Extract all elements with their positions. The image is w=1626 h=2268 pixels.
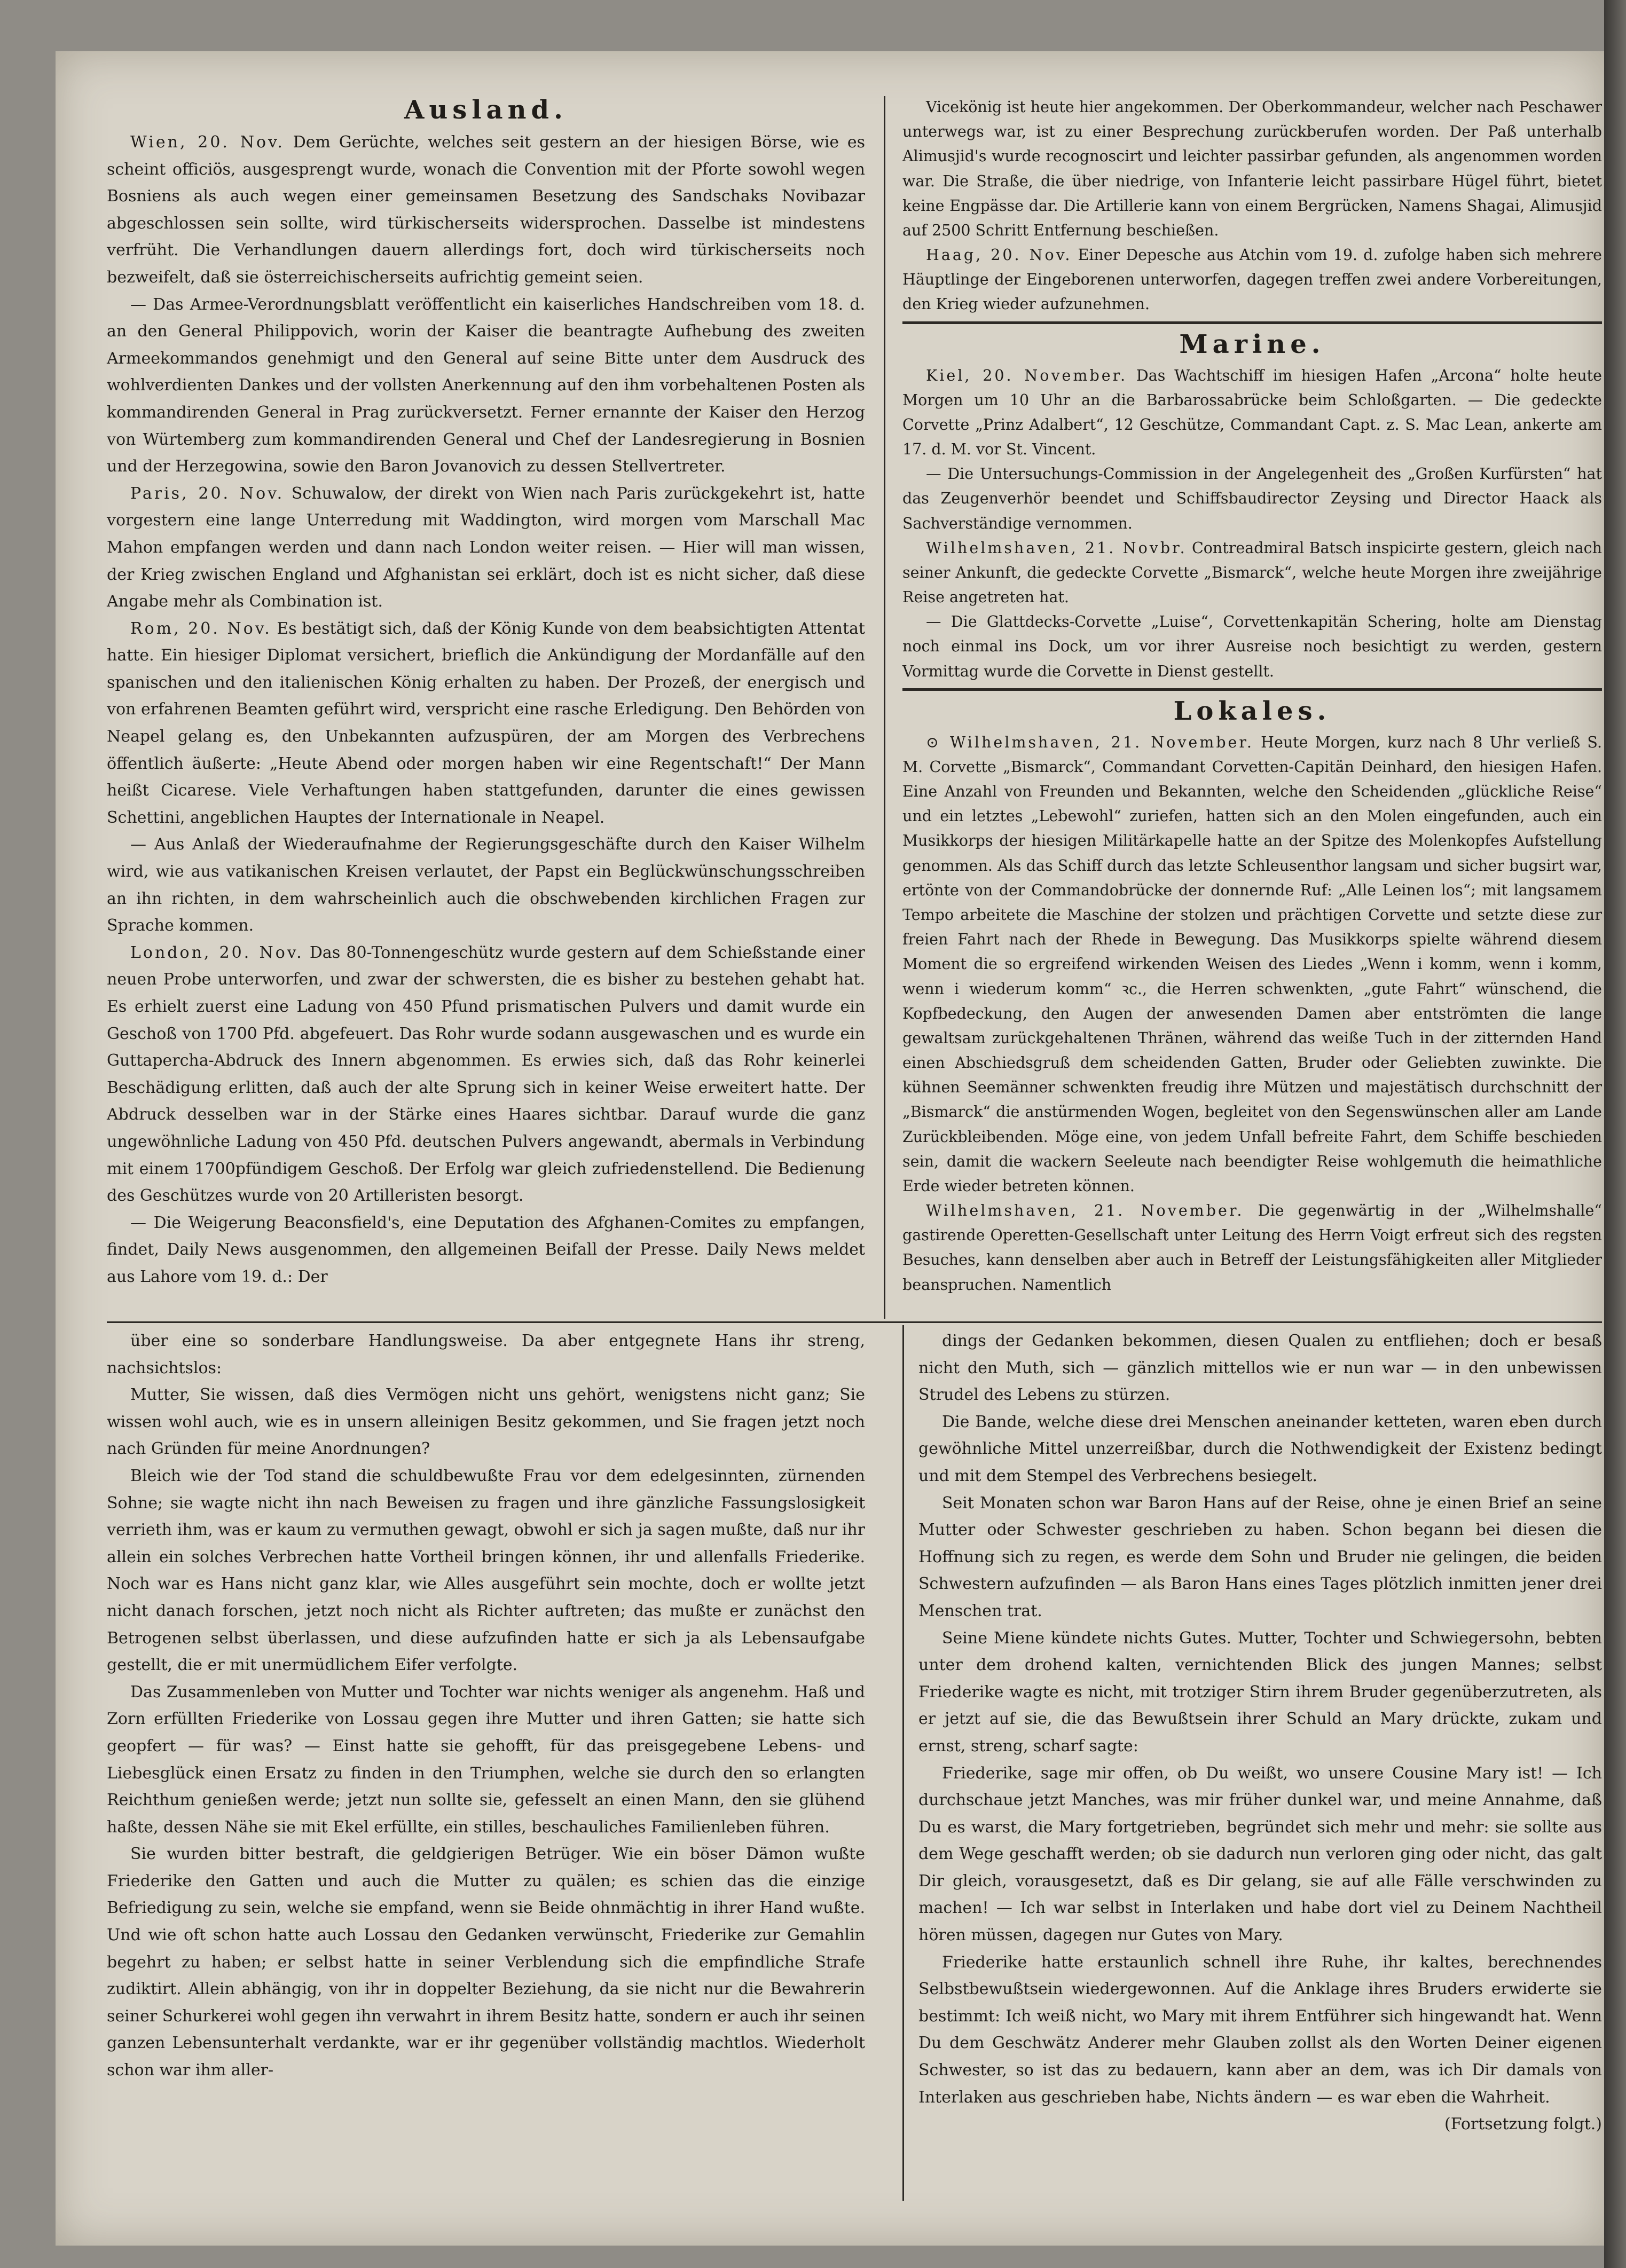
paragraph xyxy=(107,1328,865,1382)
marine-body xyxy=(902,364,1602,684)
paragraph-text: Das Zusammenleben von Mutter und Tochter war nichts weniger als angenehm. Haß und Zorn erfüllten Friederike von Lossau gegen ihre Mutter und ihren Gatten; sie hatte sich geopfert — für was? — Einst hatte sie gehofft, für das preisgegebene Lebens- und Liebesglück einen Ersatz zu finden in den Triumphen, welche sie durch den so erlangten Reichthum genießen werde; jetzt nun sollte sie, gefesselt an einen Mann, den sie glühend haßte, dessen Nähe sie mit Ekel erfüllte, ein stilles, beschauliches Familienleben führen. xyxy=(107,1682,865,1837)
dateline: London, 20. Nov. xyxy=(130,943,304,962)
paragraph-text: über eine so sonderbare Handlungsweise. Da aber entgegnete Hans ihr streng, nachsichtslos: xyxy=(107,1332,865,1377)
paragraph xyxy=(918,1490,1602,1625)
marine-top-rule xyxy=(902,321,1602,324)
ausland-continuation xyxy=(902,95,1602,317)
paragraph-text: Friederike hatte erstaunlich schnell ihre Ruhe, ihr kaltes, berechnendes Selbstbewußtsein wiedergewonnen. Auf die Anklage ihres Bruders erwiderte sie bestimmt: Ich weiß nicht, wo Mary mit ihrem Entführer sich hingewandt hat. Wenn Du dem Geschwätz Anderer mehr Glauben zollst als den Worten Deiner eigenen Schwester, so ist das zu bedauern, kann aber an dem, was ich Dir damals von Interlaken aus geschrieben habe, Nichts ändern — es war eben die Wahrheit. xyxy=(918,1952,1602,2107)
paragraph-text: dings der Gedanken bekommen, diesen Qualen zu entfliehen; doch er besaß nicht den Muth, sich — gänzlich mittellos wie er nun war — in den unbewissen Strudel des Lebens zu stürzen. xyxy=(918,1332,1602,1405)
feuilleton-right-body xyxy=(918,1328,1602,2111)
paragraph xyxy=(107,1463,865,1679)
paragraph xyxy=(902,536,1602,610)
paragraph xyxy=(107,1841,865,2084)
paragraph xyxy=(107,616,865,832)
dateline: Kiel, 20. November. xyxy=(926,366,1128,384)
paragraph xyxy=(918,1949,1602,2112)
paragraph xyxy=(902,1199,1602,1297)
lokales-body xyxy=(902,730,1602,1297)
dateline: ⊙ Wilhelmshaven, 21. November. xyxy=(926,733,1254,751)
paragraph-text: Schuwalow, der direkt von Wien nach Paris zurückgekehrt ist, hatte vorgestern eine lange Unterredung mit Waddington, wird morgen vom Marschall Mac Mahon empfangen werden und dann nach London weiter reisen. — Hier will man wissen, der Krieg zwischen England und Afghanistan sei erklärt, doch ist es nicht sicher, daß diese Angabe mehr als Combination ist. xyxy=(107,484,865,611)
paragraph xyxy=(107,1382,865,1463)
paragraph-text: Mutter, Sie wissen, daß dies Vermögen nicht uns gehört, wenigstens nicht ganz; Sie wissen wohl auch, wie es in unsern alleinigen Besitz gekommen, und Sie fragen jetzt noch nach Gründen für meine Anordnungen? xyxy=(107,1385,865,1459)
paragraph xyxy=(918,1328,1602,1409)
upper-right-column xyxy=(902,95,1602,1297)
dateline: Haag, 20. Nov. xyxy=(926,246,1072,264)
paragraph-text: Einer Depesche aus Atchin vom 19. d. zufolge haben sich mehrere Häuptlinge der Eingeborenen unterworfen, dagegen treffen zwei andere Vorbereitungen, den Krieg wieder aufzunehmen. xyxy=(902,246,1602,313)
paragraph xyxy=(918,1409,1602,1490)
lokales-heading: Lokales. xyxy=(1173,696,1331,726)
paragraph xyxy=(107,129,865,292)
page-edge-shadow xyxy=(1604,0,1626,2268)
feuilleton-right-column xyxy=(918,1328,1602,2138)
feuilleton-divider xyxy=(107,1321,1602,1323)
ausland-column xyxy=(107,94,865,1291)
feuilleton-left-column xyxy=(107,1328,865,2084)
dateline: Wien, 20. Nov. xyxy=(130,133,285,152)
dateline: Wilhelmshaven, 21. November. xyxy=(926,1202,1244,1220)
paragraph xyxy=(902,364,1602,462)
dateline: Paris, 20. Nov. xyxy=(130,484,285,503)
paragraph xyxy=(107,481,865,616)
paragraph xyxy=(902,95,1602,243)
ausland-heading: Ausland. xyxy=(404,95,568,125)
paragraph xyxy=(902,243,1602,317)
paragraph xyxy=(918,1625,1602,1760)
paragraph xyxy=(902,730,1602,1199)
paragraph-text: Dem Gerüchte, welches seit gestern an der hiesigen Börse, wie es scheint officiös, ausgesprengt wurde, wonach die Convention mit der Pforte sowohl wegen Bosniens als auch wegen einer gemeinsamen Besetzung des Sandschaks Novibazar abgeschlossen sein sollte, wird türkischerseits widersprochen. Dasselbe ist mindestens verfrüht. Die Verhandlungen dauern allerdings fort, doch wird türkischerseits noch bezweifelt, daß sie österreichischerseits aufrichtig gemeint seien. xyxy=(107,133,865,287)
paragraph-text: — Die Untersuchungs-Commission in der Angelegenheit des „Großen Kurfürsten“ hat das Zeugenverhör beendet und Schiffsbaudirector Zeysing und Director Haack als Sachverständige vernommen. xyxy=(902,465,1602,532)
lower-column-divider xyxy=(902,1325,904,2201)
paragraph-text: Die gegenwärtig in der „Wilhelmshalle“ gastirende Operetten-Gesellschaft unter Leitung des Herrn Voigt erfreut sich des regsten Besuches, kann denselben aber auch in Betreff der Leistungsfähigkeiten aller Mitglieder beanspruchen. Namentlich xyxy=(902,1202,1602,1294)
lokales-top-rule xyxy=(902,688,1602,691)
paragraph-text: Friederike, sage mir offen, ob Du weißt, wo unsere Cousine Mary ist! — Ich durchschaue jetzt Manches, was mir früher dunkel war, und meine Annahme, daß Du es warst, die Mary fortgetrieben, begründet sich mehr und mehr: sie sollte aus dem Wege geschafft werden; ob sie dadurch nun verloren ging oder nicht, das galt Dir gleich, vorausgesetzt, daß es Dir gelang, sie auf alle Fälle verschwinden zu machen! — Ich war selbst in Interlaken und habe dort viel zu Deinem Nachtheil hören müssen, dagegen nur Gutes von Mary. xyxy=(918,1763,1602,1945)
dateline: Wilhelmshaven, 21. Novbr. xyxy=(926,539,1187,557)
paragraph xyxy=(107,831,865,939)
paragraph-text: Heute Morgen, kurz nach 8 Uhr verließ S. M. Corvette „Bismarck“, Commandant Corvetten-Capitän Deinhard, den hiesigen Hafen. Eine Anzahl von Freunden und Bekannten, welche den Scheidenden „glückliche Reise“ und ein letztes „Lebewohl“ zuriefen, hatten sich an den Molen eingefunden, auch ein Musikkorps der hiesigen Militärkapelle hatte an der Spitze des Molenkopfes Aufstellung genommen. Als das Schiff durch das letzte Schleusenthor langsam und sicher bugsirt war, ertönte von der Commandobrücke der donnernde Ruf: „Alle Leinen los“; mit langsamem Tempo arbeitete die Maschine der stolzen und prächtigen Corvette und setzte diese zur freien Fahrt nach der Rhede in Bewegung. Das Musikkorps spielte während diesem Moment die so ergreifend wirkenden Weisen des Liedes „Wenn i komm, wenn i komm, wenn i wiederum komm“ ꝛc., die Herren schwenkten, „gute Fahrt“ wünschend, die Kopfbedeckung, den Augen der anwesenden Damen aber entströmten die lange gewaltsam zurückgehaltenen Thränen, während das weiße Tuch in der zitternden Hand einen Abschiedsgruß dem scheidenden Gatten, Bruder oder Geliebten zuwinkte. Die kühnen Seemänner schwenkten freudig ihre Mützen und majestätisch durchschnitt der „Bismarck“ die anstürmenden Wogen, begleitet von den Segenswünschen aller am Lande Zurückbleibenden. Möge eine, von jedem Unfall befreite Fahrt, dem Schiffe beschieden sein, damit die wackern Seeleute nach beendigter Reise wohlgemuth die heimathliche Erde wieder betreten können. xyxy=(902,733,1603,1195)
paragraph-text: Das 80-Tonnengeschütz wurde gestern auf dem Schießstande einer neuen Probe unterworfen, und zwar der schwersten, die es bisher zu bestehen gehabt hat. Es erhielt zuerst eine Ladung von 450 Pfund prismatischen Pulvers und damit wurde ein Geschoß von 1700 Pfd. abgefeuert. Das Rohr wurde sodann ausgewaschen und es wurde ein Guttapercha-Abdruck des Innern abgenommen. Es erwies sich, daß das Rohr keinerlei Beschädigung erlitten, daß auch der alte Sprung sich in keiner Weise erweitert hatte. Der Abdruck desselben war in der Stärke eines Haares sichtbar. Darauf wurde die ganz ungewöhnliche Ladung von 450 Pfd. deutschen Pulvers angewandt, abermals in Verbindung mit einem 1700pfündigem Geschoß. Der Erfolg war gleich zufriedenstellend. Die Bedienung des Geschützes wurde von 20 Artilleristen besorgt. xyxy=(107,943,865,1206)
paragraph xyxy=(107,292,865,481)
paragraph-text: Seit Monaten schon war Baron Hans auf der Reise, ohne je einen Brief an seine Mutter oder Schwester geschrieben zu haben. Schon begann bei diesen die Hoffnung sich zu regen, es werde dem Sohn und Bruder nie gelingen, die beiden Schwestern aufzufinden — als Baron Hans eines Tages plötzlich inmitten jener drei Menschen trat. xyxy=(918,1493,1602,1620)
paragraph xyxy=(107,940,865,1210)
paragraph-text: Es bestätigt sich, daß der König Kunde von dem beabsichtigten Attentat hatte. Ein hiesiger Diplomat versichert, brieflich die Ankündigung der Mordanfälle auf den spanischen und den italienischen König erhalten zu haben. Der Prozeß, der energisch und von erfahrenen Beamten geführt wird, verspricht eine rasche Erledigung. Den Behörden von Neapel gelang es, den Unbekannten aufzuspüren, der am Morgen des Verbrechens öffentlich äußerte: „Heute Abend oder morgen haben wir eine Regentschaft!“ Der Mann heißt Cicarese. Viele Verhaftungen haben stattgefunden, darunter die eines gewissen Schettini, angeblichen Hauptes der Internationale in Neapel. xyxy=(107,619,865,827)
paragraph-text: Die Bande, welche diese drei Menschen aneinander ketteten, waren eben durch gewöhnliche Mittel unzerreißbar, durch die Nothwendigkeit der Existenz bedingt und mit dem Stempel des Verbrechens besiegelt. xyxy=(918,1412,1602,1485)
paragraph xyxy=(902,462,1602,536)
paragraph-text: — Aus Anlaß der Wiederaufnahme der Regierungsgeschäfte durch den Kaiser Wilhelm wird, wie aus vatikanischen Kreisen verlautet, der Papst ein Beglückwünschungsschreiben an ihn richten, in dem wahrscheinlich auch die obschwebenden kirchlichen Fragen zur Sprache kommen. xyxy=(107,835,865,935)
paragraph-text: Seine Miene kündete nichts Gutes. Mutter, Tochter und Schwiegersohn, bebten unter dem drohend kalten, vernichtenden Blick des jungen Mannes; selbst Friederike wagte es nicht, mit trotziger Stirn ihrem Bruder gegenüberzutreten, als er jetzt auf sie, die das Bewußtsein ihrer Schuld an Mary drückte, zukam und ernst, streng, scharf sagte: xyxy=(918,1628,1602,1755)
continuation-note: (Fortsetzung folgt.) xyxy=(1444,2115,1602,2134)
upper-column-divider xyxy=(884,96,885,1319)
paragraph-text: Bleich wie der Tod stand die schuldbewußte Frau vor dem edelgesinnten, zürnenden Sohne; sie wagte nicht ihn nach Beweisen zu fragen und ihre gänzliche Fassungslosigkeit verrieth ihm, was er kaum zu vermuthen gewagt, obwohl er sich ja sagen mußte, daß nur ihr allein ein solches Verbrechen hatte Vortheil bringen können, ihr und allenfalls Friederike. Noch war es Hans nicht ganz klar, wie Alles ausgeführt sein mochte, doch er wollte jetzt nicht danach forschen, jetzt noch nicht als Richter auftreten; das mußte er zunächst den Betrogenen selbst überlassen, und diese aufzufinden hatte er sich ja als Lebensaufgabe gestellt, die er mit unermüdlichem Eifer verfolgte. xyxy=(107,1466,865,1675)
paragraph-text: Sie wurden bitter bestraft, die geldgierigen Betrüger. Wie ein böser Dämon wußte Friederike den Gatten und auch die Mutter zu quälen; es schien das die einzige Befriedigung zu sein, welche sie empfand, wenn sie Beide ohnmächtig in ihrer Hand wußte. Und wie oft schon hatte auch Lossau den Gedanken verwünscht, Friederike zur Gemahlin begehrt zu haben; er selbst hatte in seiner Verblendung sich die empfindliche Strafe zudiktirt. Allein abhängig, von ihr in doppelter Beziehung, da sie nicht nur die Bewahrerin seiner Schurkerei wohl gegen ihn verwahrt in ihrem Besitz hatte, sondern er auch ihr seinen ganzen Lebensunterhalt verdankte, war er ihr gegenüber vollständig machtlos. Wiederholt schon war ihm aller- xyxy=(107,1845,865,2080)
paragraph xyxy=(902,610,1602,684)
feuilleton-left-body xyxy=(107,1328,865,2084)
paragraph-text: Das Wachtschiff im hiesigen Hafen „Arcona“ holte heute Morgen um 10 Uhr an die Barbarossabrücke beim Schloßgarten. — Die gedeckte Corvette „Prinz Adalbert“, 12 Geschütze, Commandant Capt. z. S. Mac Lean, ankerte am 17. d. M. vor St. Vincent. xyxy=(902,366,1602,459)
dateline: Rom, 20. Nov. xyxy=(130,619,272,638)
paragraph-text: — Die Glattdecks-Corvette „Luise“, Corvettenkapitän Schering, holte am Dienstag noch einmal ins Dock, um vor ihrer Ausreise noch besichtigt zu werden, gestern Vormittag wurde die Corvette in Dienst gestellt. xyxy=(902,613,1602,680)
marine-heading: Marine. xyxy=(1179,329,1325,359)
ausland-body xyxy=(107,129,865,1291)
paragraph-text: Vicekönig ist heute hier angekommen. Der Oberkommandeur, welcher nach Peschawer unterwegs war, ist zu einer Besprechung zurückberufen worden. Der Paß unterhalb Alimusjid's wurde recognoscirt und leichter passirbar gefunden, als angenommen worden war. Die Straße, die über niedrige, von Infanterie leicht passirbare Hügel führt, bietet keine Engpässe dar. Die Artillerie kann von einem Bergrücken, Namens Shagai, Alimusjid auf 2500 Schritt Entfernung beschießen. xyxy=(902,98,1602,239)
paragraph xyxy=(107,1679,865,1841)
paragraph-text: Contreadmiral Batsch inspicirte gestern, gleich nach seiner Ankunft, die gedeckte Corvette „Bismarck“, welche heute Morgen ihre zweijährige Reise angetreten hat. xyxy=(902,539,1602,607)
paragraph-text: — Die Weigerung Beaconsfield's, eine Deputation des Afghanen-Comites zu empfangen, findet, Daily News ausgenommen, den allgemeinen Beifall der Presse. Daily News meldet aus Lahore vom 19. d.: Der xyxy=(107,1213,865,1286)
paragraph xyxy=(918,1760,1602,1949)
paragraph-text: — Das Armee-Verordnungsblatt veröffentlicht ein kaiserliches Handschreiben vom 18. d. an den General Philippovich, worin der Kaiser die beantragte Aufhebung des zweiten Armeekommandos genehmigt und den General auf seine Bitte unter dem Ausdruck des wohlverdienten Dankes und der vollsten Anerkennung auf den ihm vorbehaltenen Posten als kommandirenden General in Prag zurückversetzt. Ferner ernannte der Kaiser den Herzog von Würtemberg zum kommandirenden General und Chef der Landesregierung in Bosnien und der Herzegowina, sowie den Baron Jovanovich zu dessen Stellvertreter. xyxy=(107,295,865,476)
paragraph xyxy=(107,1210,865,1291)
